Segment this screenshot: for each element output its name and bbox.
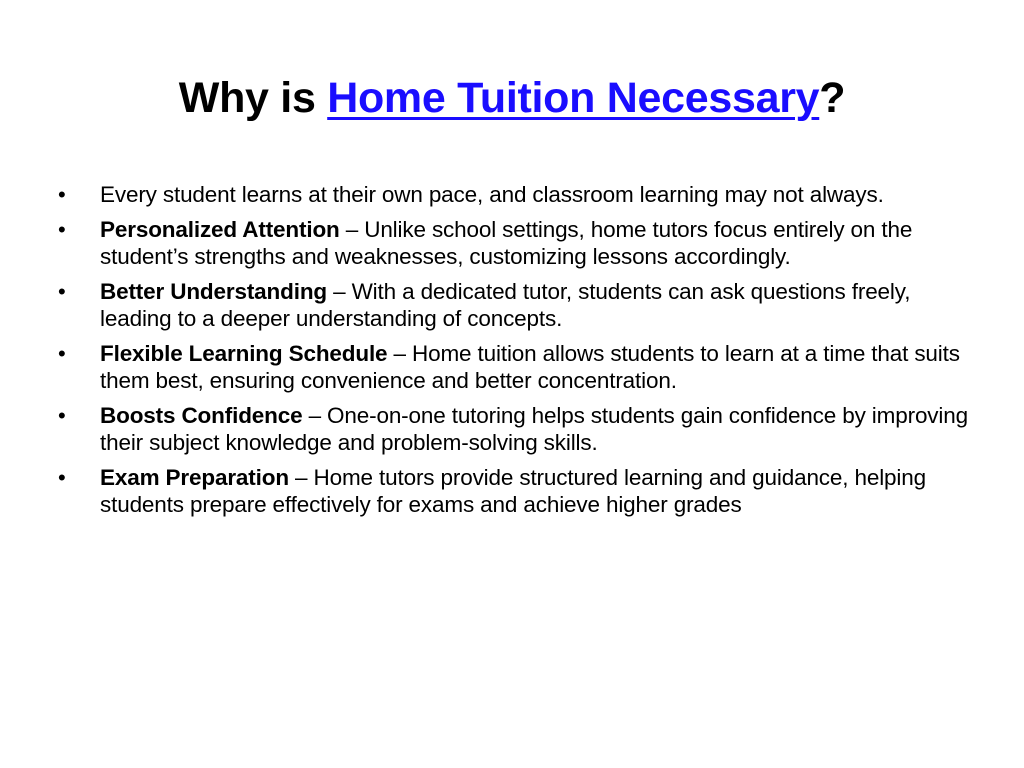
bullet-icon: • (58, 278, 66, 304)
list-item (58, 181, 978, 209)
item-text: – Home tutors provide structured learning and guidance, helping students prepare effectively for exams and achieve higher grades (100, 464, 926, 517)
bullet-icon: • (58, 340, 66, 366)
item-heading: Exam Preparation (100, 464, 289, 490)
slide-title (0, 66, 1024, 130)
title-link[interactable]: Home Tuition Necessary (327, 74, 820, 122)
item-heading: Better Understanding (100, 278, 328, 304)
list-item (58, 278, 978, 333)
list-item (58, 340, 978, 395)
item-heading: Personalized Attention (100, 216, 340, 242)
bullet-icon: • (58, 402, 66, 428)
list-item (58, 464, 978, 519)
title-suffix: ? (819, 74, 846, 122)
item-heading: Boosts Confidence (100, 402, 303, 428)
title-prefix: Why is (178, 74, 328, 122)
bullet-icon: • (58, 182, 66, 207)
item-heading: Flexible Learning Schedule (100, 340, 388, 366)
bullet-icon: • (58, 216, 66, 242)
item-text: – Home tuition allows students to learn at a time that suits them best, ensuring convenience and better concentration. (100, 340, 960, 393)
list-item (58, 402, 978, 457)
bullet-list (58, 181, 978, 526)
item-text: – One-on-one tutoring helps students gain confidence by improving their subject knowledge and problem-solving skills. (100, 402, 968, 455)
item-text: – Unlike school settings, home tutors focus entirely on the student’s strengths and weaknesses, customizing lessons accordingly. (100, 216, 913, 269)
list-item (58, 216, 978, 271)
bullet-icon: • (58, 464, 66, 490)
item-text: – With a dedicated tutor, students can ask questions freely, leading to a deeper understanding of concepts. (100, 278, 911, 331)
item-text: Every student learns at their own pace, and classroom learning may not always. (100, 182, 884, 207)
